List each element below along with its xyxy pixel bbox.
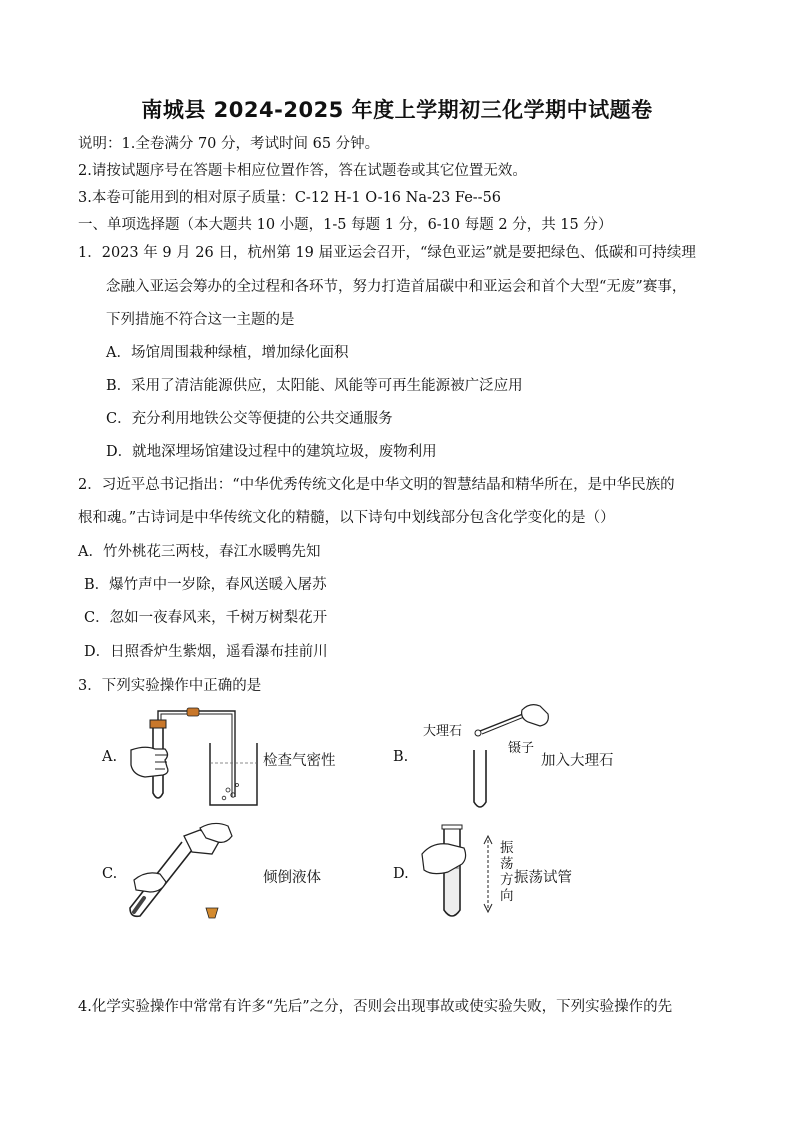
- q4-line-1: 4.化学实验操作中常常有许多“先后”之分，否则会出现事故或使实验失败，下列实验操作的先: [78, 999, 673, 1015]
- q2-line-1: 2．习近平总书记指出：“中华优秀传统文化是中华文明的智慧结晶和精华所在，是中华民族的: [78, 477, 675, 493]
- q1-line-2: 念融入亚运会筹办的全过程和各环节，努力打造首届碳中和亚运会和首个大型“无废”赛事，: [106, 279, 687, 295]
- figure-a-letter: A.: [102, 749, 118, 765]
- marble-tag: 大理石: [423, 724, 463, 739]
- q1-line-3: 下列措施不符合这一主题的是: [106, 312, 295, 328]
- figure-b-caption: 加入大理石: [541, 753, 614, 769]
- figure-d-caption: 振荡试管: [514, 870, 572, 886]
- airtightness-check-illustration: [125, 705, 265, 810]
- note-line-2: 2.请按试题序号在答题卡相应位置作答，答在试题卷或其它位置无效。: [78, 163, 527, 179]
- shake-tube-illustration: [418, 818, 498, 928]
- figure-d-letter: D.: [393, 866, 409, 882]
- section-heading: 一、单项选择题（本大题共 10 小题，1-5 每题 1 分，6-10 每题 2 分，共 15 分）: [78, 217, 613, 233]
- exam-title: 南城县 2024-2025 年度上学期初三化学期中试题卷: [141, 98, 653, 122]
- figure-c-caption: 倾倒液体: [263, 870, 321, 886]
- q1-line-1: 1．2023 年 9 月 26 日，杭州第 19 届亚运会召开，“绿色亚运”就是要把绿色、低碳和可持续理: [78, 245, 696, 261]
- note-line-1: 说明：1.全卷满分 70 分，考试时间 65 分钟。: [78, 136, 380, 152]
- q1-option-c: C．充分利用地铁公交等便捷的公共交通服务: [106, 411, 393, 427]
- q2-option-c: C．忽如一夜春风来，千树万树梨花开: [84, 610, 328, 626]
- q2-option-d: D．日照香炉生紫烟，遥看瀑布挂前川: [84, 644, 328, 660]
- note-line-3: 3.本卷可能用到的相对原子质量：C-12 H-1 O-16 Na-23 Fe--56: [78, 190, 502, 206]
- figure-a-caption: 检查气密性: [263, 753, 336, 769]
- q2-line-2: 根和魂。”古诗词是中华传统文化的精髓，以下诗句中划线部分包含化学变化的是（）: [78, 510, 615, 526]
- q1-option-d: D．就地深埋场馆建设过程中的建筑垃圾，废物利用: [106, 444, 437, 460]
- figure-b-letter: B.: [393, 749, 409, 765]
- tweezers-tag: 镊子: [508, 741, 535, 756]
- q2-option-a: A．竹外桃花三两枝，春江水暖鸭先知: [78, 544, 321, 560]
- figure-c-letter: C.: [102, 866, 118, 882]
- q3-stem: 3．下列实验操作中正确的是: [78, 678, 262, 694]
- q1-option-a: A．场馆周围栽种绿植，增加绿化面积: [106, 345, 349, 361]
- pour-liquid-illustration: [122, 820, 242, 925]
- q2-option-b: B．爆竹声中一岁除，春风送暖入屠苏: [84, 577, 327, 593]
- q1-option-b: B．采用了清洁能源供应，太阳能、风能等可再生能源被广泛应用: [106, 378, 523, 394]
- shake-direction-label: 振荡方向: [500, 840, 514, 904]
